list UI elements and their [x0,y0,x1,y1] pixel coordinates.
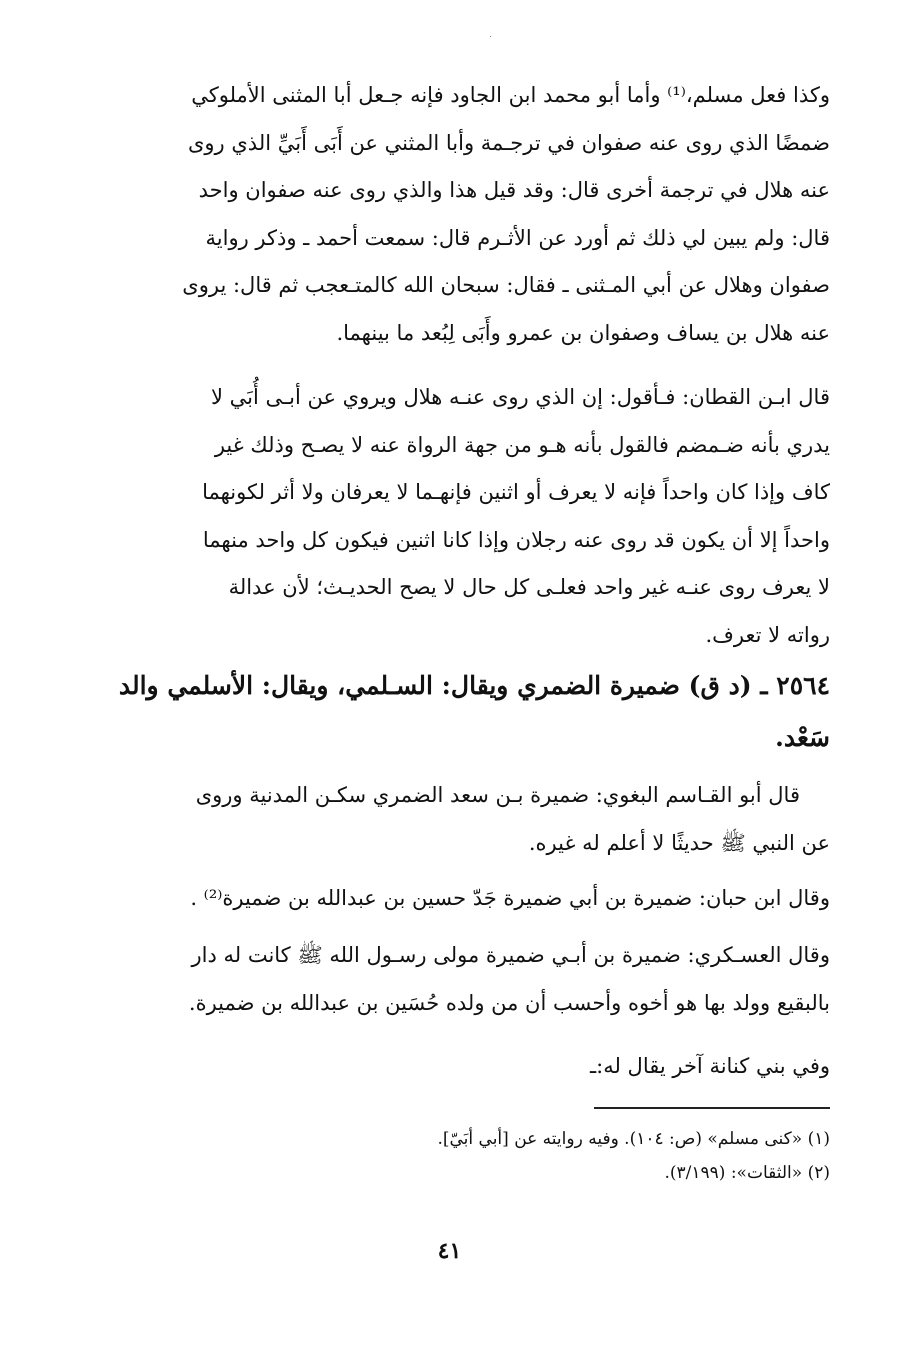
page-number: ٤١ [437,1238,462,1264]
text-line: قال: ولم يبين لي ذلك ثم أورد عن الأثـرم قال: سمعت أحمد ـ وذكر رواية [205,225,830,250]
scan-speck [490,36,491,37]
text-line: كاف وإذا كان واحداً فإنه لا يعرف أو اثنين فإنهـما لا يعرفان ولا أثر لكونهما [202,480,830,504]
footnote-2: (٢) «الثقات»: (٣/١٩٩). [664,1163,830,1183]
text-line: واحداً إلا أن يكون قد روى عنه رجلان وإذا كانا اثنين فيكون كل واحد منهما [202,527,830,552]
text-line: صفوان وهلال عن أبي المـثنى ـ فقال: سبحان الله كالمتـعجب ثم قال: يروى [182,273,830,297]
paragraph-5 [118,932,830,1027]
text-line: وقال ابن حبان: ضميرة بن أبي ضميرة جَدّ حسين بن عبدالله بن ضميرة⁽²⁾ . [190,886,830,910]
footnote-1: (١) «كنى مسلم» (ص: ١٠٤). وفيه روايته عن [أبي أبَيّ]. [437,1129,830,1149]
paragraph-3 [118,772,830,867]
footnote-divider [594,1107,830,1109]
heading-line: ٢٥٦٤ ـ (د ق) ضميرة الضمري ويقال: السـلمي، ويقال: الأسلمي والد [118,671,830,700]
text-line: وفي بني كنانة آخر يقال له:ـ [590,1054,830,1078]
text-line: وكذا فعل مسلم،⁽¹⁾ وأما أبو محمد ابن الجاود فإنه جـعل أبا المثنى الأملوكي [191,83,830,107]
text-line: عنه هلال في ترجمة أخرى قال: وقد قيل هذا والذي روى عنه صفوان واحد [198,178,830,202]
text-line: بالبقيع وولد بها هو أخوه وأحسب أن من ولده حُسَين بن عبدالله بن ضميرة. [188,990,830,1015]
paragraph-2 [118,374,830,659]
entry-heading [118,660,830,764]
text-line: وقال العسـكري: ضميرة بن أبـي ضميرة مولى رسـول الله ﷺ كانت له دار [191,943,830,967]
text-line: رواته لا تعرف. [705,622,830,647]
text-line: لا يعرف روى عنـه غير واحد فعلـى كل حال لا يصح الحديـث؛ لأن عدالة [228,575,830,599]
text-line: عن النبي ﷺ حديثًا لا أعلم له غيره. [528,830,830,855]
heading-line: سَعْد. [775,723,830,752]
paragraph-4 [118,875,830,923]
footnotes [118,1122,830,1190]
paragraph-6 [118,1043,830,1091]
text-line: قال ابـن القطان: فـأقول: إن الذي روى عنـه هلال ويروي عن أبـى أُبَي لا [210,385,830,409]
text-line: عنه هلال بن يساف وصفوان بن عمرو وأَبَى لِبُعد ما بينهما. [336,320,830,345]
paragraph-1 [118,72,830,357]
text-line: يدري بأنه ضـمضم فالقول بأنه هـو من جهة الرواة عنه لا يصـح وذلك غير [214,432,830,457]
text-line: ضمضًا الذي روى عنه صفوان في ترجـمة وأبا المثني عن أَبَى أَبَيِّ الذي روى [187,130,830,155]
text-line: قال أبو القـاسم البغوي: ضميرة بـن سعد الضمري سكـن المدنية وروى [195,783,800,807]
